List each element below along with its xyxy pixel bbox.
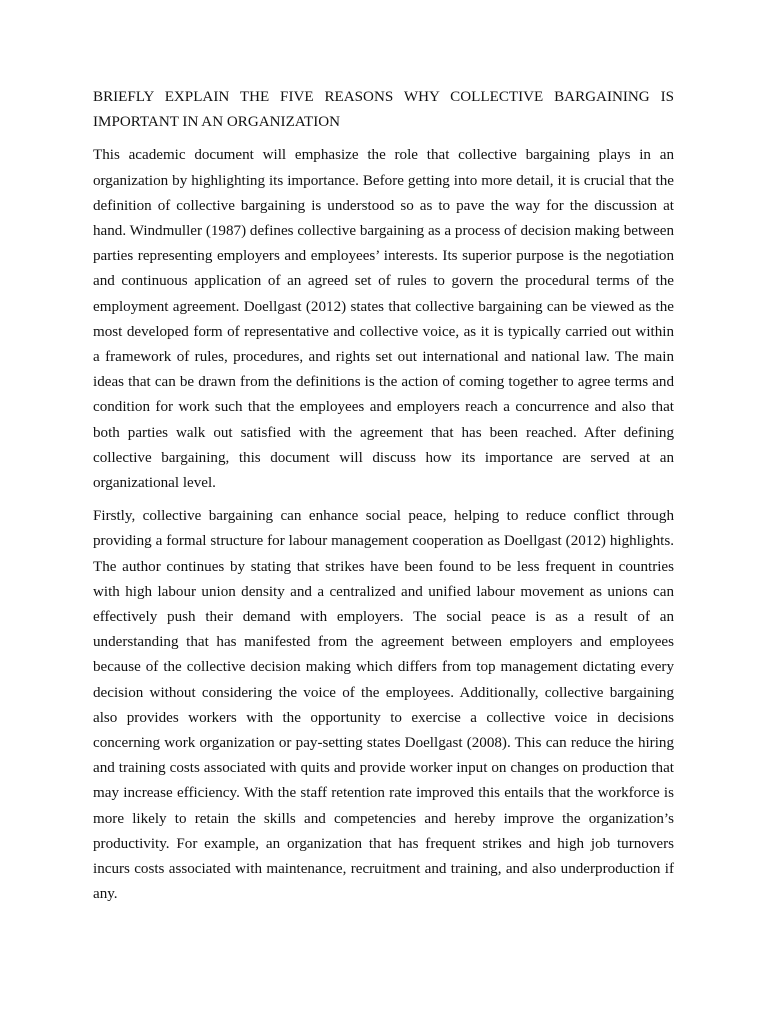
document-heading: BRIEFLY EXPLAIN THE FIVE REASONS WHY COLLECTIVE BARGAINING IS IMPORTANT IN AN ORGANIZATION bbox=[93, 89, 674, 131]
document-page bbox=[93, 85, 674, 916]
paragraph-introduction: This academic document will emphasize the role that collective bargaining plays in an organization by highlighting its importance. Before getting into more detail, it is crucial that the definition of collective bargaining is understood so as to pave the way for the discussion at hand. Windmuller (1987) defines collective bargaining as a process of decision making between parties representing employers and employees’ interests. Its superior purpose is the negotiation and continuous application of an agreed set of rules to govern the procedural terms of the employment agreement. Doellgast (2012) states that collective bargaining can be viewed as the most developed form of representative and collective voice, as it is typically carried out within a framework of rules, procedures, and rights set out international and national law. The main ideas that can be drawn from the definitions is the action of coming together to agree terms and condition for work such that the employees and employers reach a concurrence and also that both parties walk out satisfied with the agreement that has been reached. After defining collective bargaining, this document will discuss how its importance are served at an organizational level. bbox=[93, 147, 674, 492]
paragraph-social-peace: Firstly, collective bargaining can enhance social peace, helping to reduce conflict through providing a formal structure for labour management cooperation as Doellgast (2012) highlights. The author continues by stating that strikes have been found to be less frequent in countries with high labour union density and a centralized and unified labour movement as unions can effectively push their demand with employers. The social peace is as a result of an understanding that has manifested from the agreement between employers and employees because of the collective decision making which differs from top management dictating every decision without considering the voice of the employees. Additionally, collective bargaining also provides workers with the opportunity to exercise a collective voice in decisions concerning work organization or pay-setting states Doellgast (2008). This can reduce the hiring and training costs associated with quits and provide worker input on changes on production that may increase efficiency. With the staff retention rate improved this entails that the workforce is more likely to retain the skills and competencies and hereby improve the organization’s productivity. For example, an organization that has frequent strikes and high job turnovers incurs costs associated with maintenance, recruitment and training, and also underproduction if any. bbox=[93, 508, 674, 903]
